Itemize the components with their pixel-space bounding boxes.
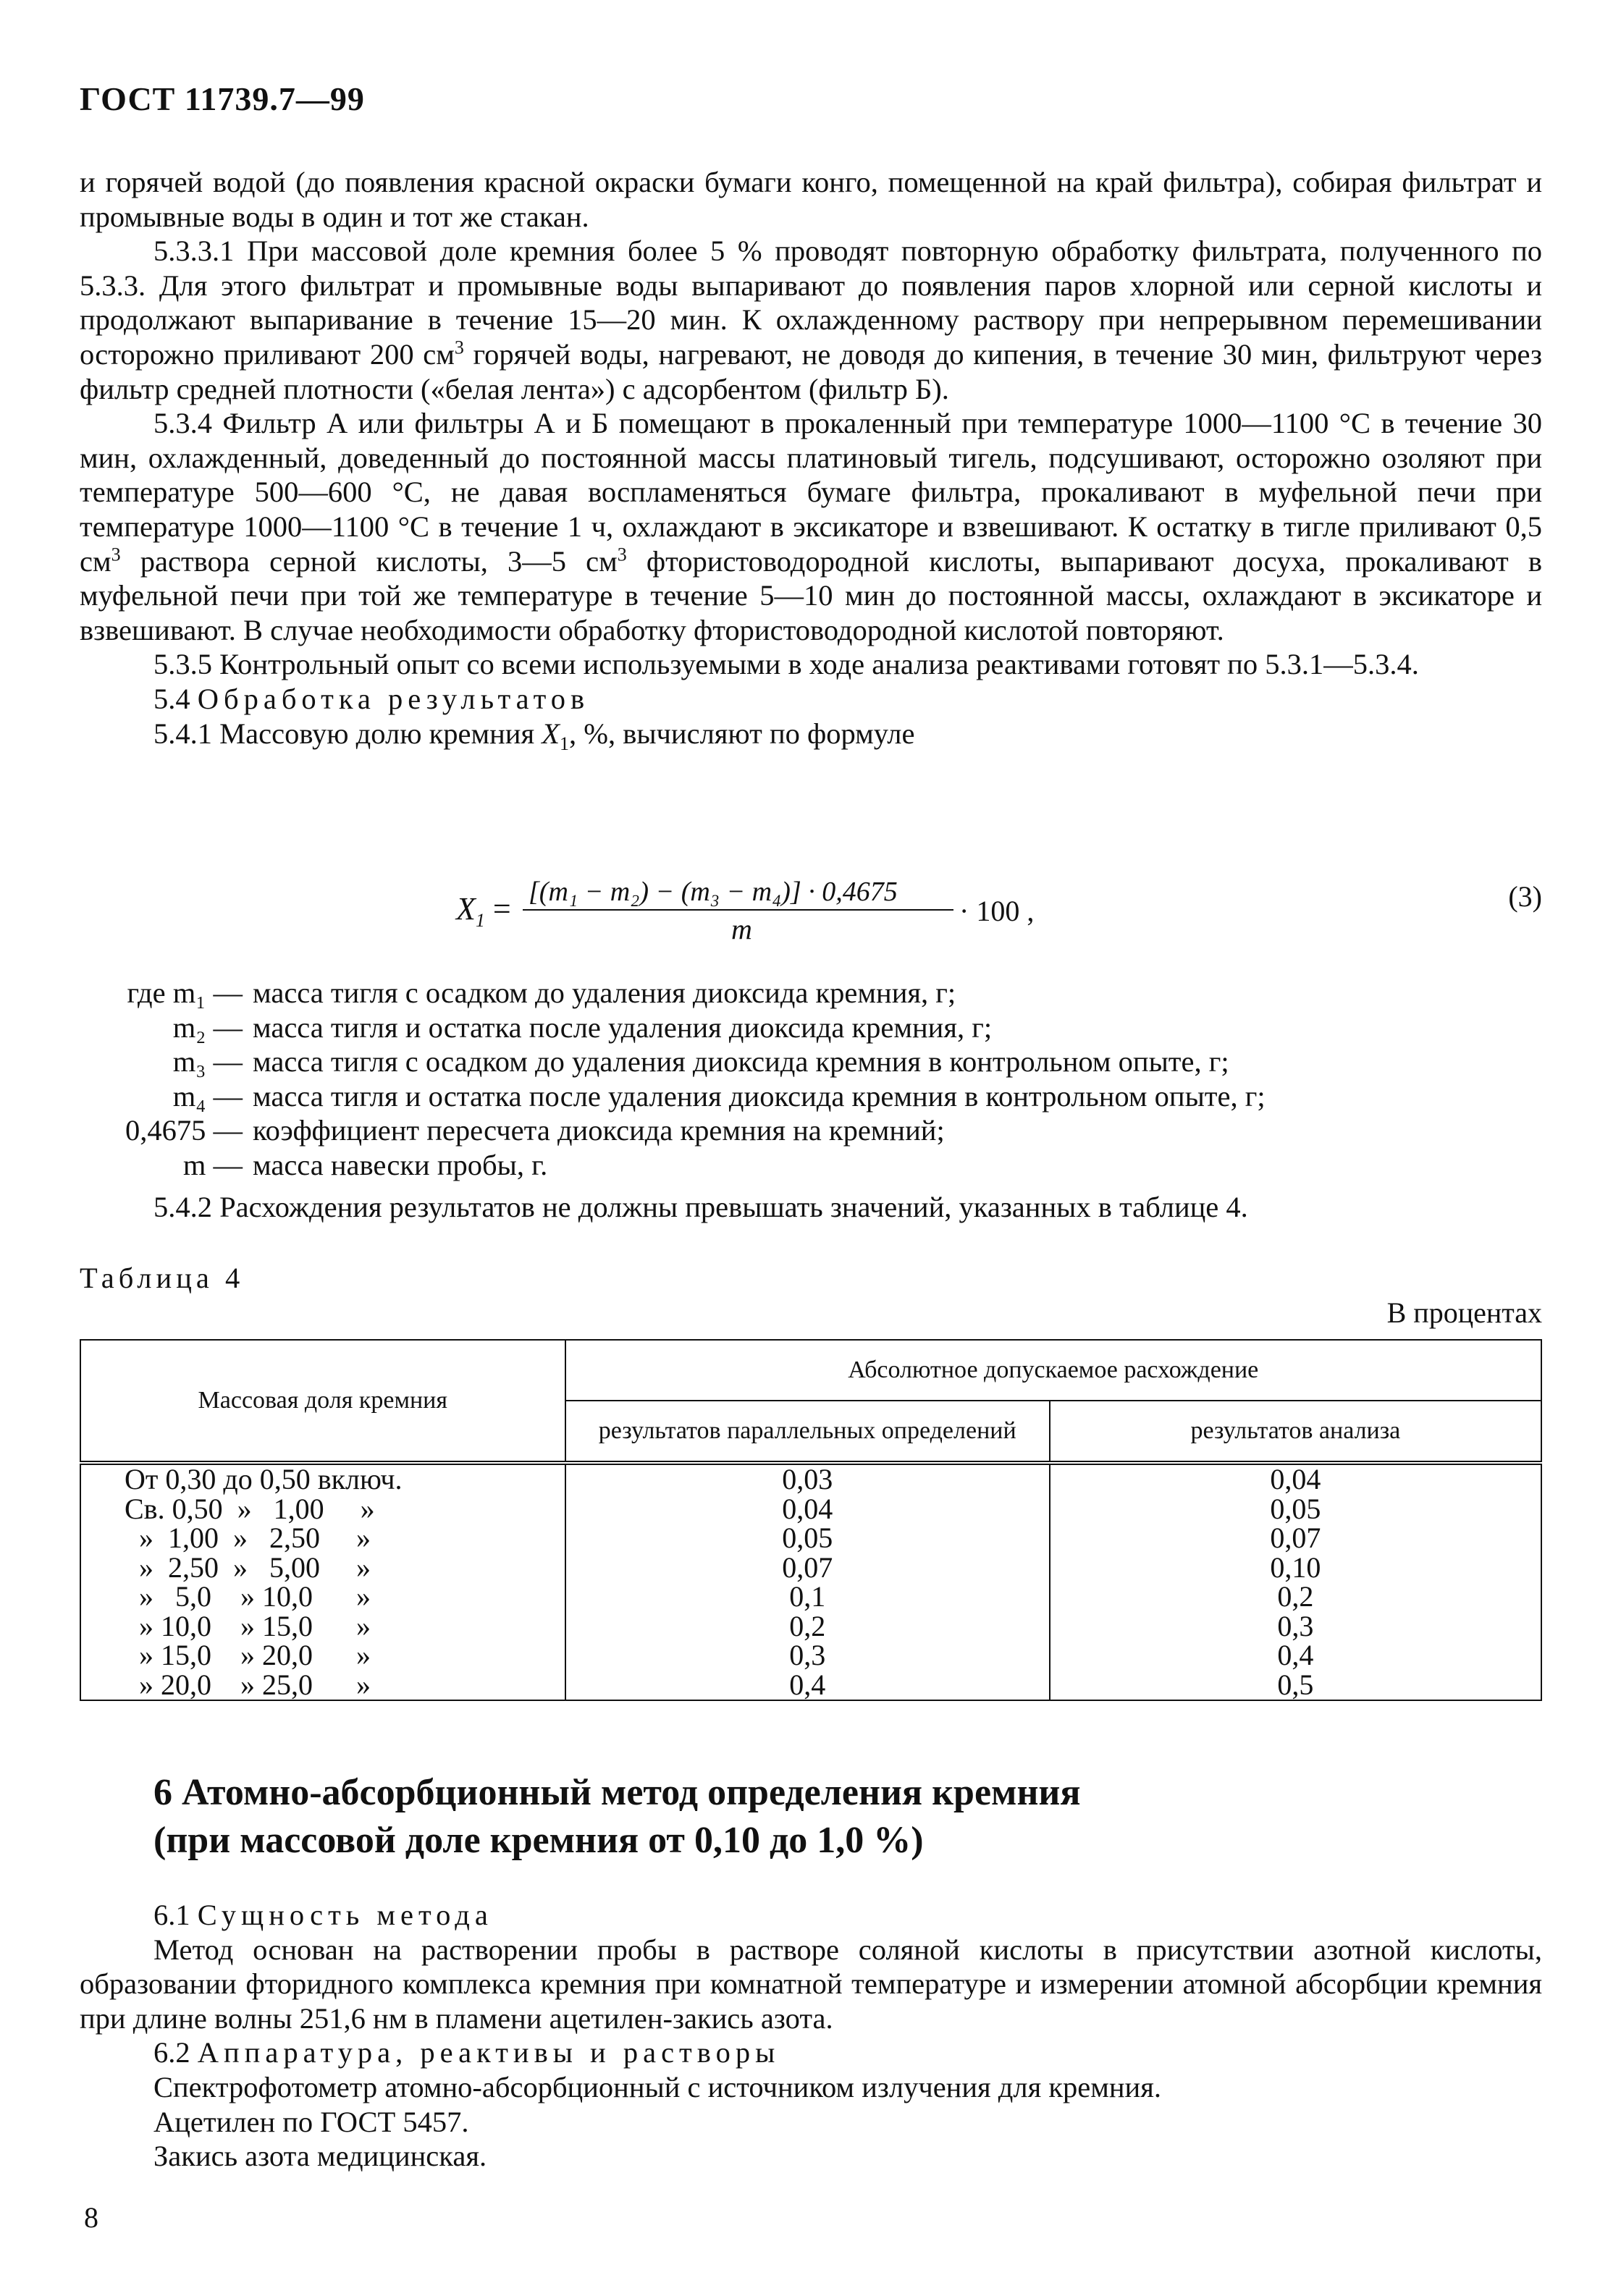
column-header-silicon-fraction: Массовая доля кремния [80, 1340, 565, 1463]
formula-denominator: m [731, 913, 752, 945]
table-row: » 5,0 » 10,0 » 0,1 0,2 [80, 1582, 1541, 1612]
definition-row: 0,4675 — коэффициент пересчета диоксида кремния на кремний; [125, 1114, 945, 1147]
heading-5-4: 5.4 Обработка результатов [153, 682, 590, 715]
paragraph-5-3-4: 5.3.4 Фильтр А или фильтры А и Б помещают в прокаленный при температуре 1000—1100 °С в течение 30 мин, охлажденный, доведенный до постоянной массы платиновый тигель, подсушивают, осторожно озоляют при температуре 500—600 °С, не давая воспламеняться бумаге фильтра, прокаливают в муфельной печи при температуре 1000—1100 °С в течение 1 ч, охлаждают в эксикаторе и взвешивают. К остатку в тигле приливают 0,5 $см^3$ раствора серной кислоты, 3—5 $см^3$ фтористоводородной кислоты, выпаривают досуха, прокаливают в муфельной печи при той же температуре в течение 5—10 мин до постоянной массы, охлаждают в эксикаторе и взвешивают. В случае необходимости обработку фтористоводородной кислотой повторяют. [80, 407, 1542, 646]
table-4 [80, 1339, 1542, 1701]
table-row: » 1,00 » 2,50 » 0,05 0,07 [80, 1524, 1541, 1553]
page-number: 8 [84, 2201, 98, 2234]
heading-6-1: 6.1 Сущность метода [153, 1899, 493, 1931]
page-header: ГОСТ 11739.7—99 [80, 80, 365, 117]
table-row: Св. 0,50 » 1,00 » 0,04 0,05 [80, 1495, 1541, 1524]
formula-lhs: $X_1$ = [456, 891, 511, 931]
table-row: » 2,50 » 5,00 » 0,07 0,10 [80, 1553, 1541, 1583]
group-header-tolerance: Абсолютное допускаемое расхождение [565, 1340, 1541, 1401]
column-header-analysis: результатов анализа [1050, 1401, 1541, 1463]
paragraph-6-1: Метод основан на растворении пробы в растворе соляной кислоты в присутствии азотной кислоты, образовании фторидного комплекса кремния при комнатной температуре и измерении атомной абсорбции кремния при длине волны 251,6 нм в пламени ацетилен-закись азота. [80, 1933, 1542, 2035]
intro-paragraph: и горячей водой (до появления красной окраски бумаги конго, помещенной на край фильтра), собирая фильтрат и промывные воды в один и тот же стакан. [80, 166, 1542, 233]
paragraph-5-4-2: 5.4.2 Расхождения результатов не должны превышать значений, указанных в таблице 4. [153, 1191, 1248, 1223]
body-text-section-6 [80, 1898, 1542, 2174]
table-unit: В процентах [1386, 1296, 1542, 1329]
column-header-parallel: результатов параллельных определений [565, 1401, 1050, 1463]
paragraph-5-3-3-1: 5.3.3.1 При массовой доле кремния более 5 % проводят повторную обработку фильтрата, полученного по 5.3.3. Для этого фильтрат и промывные воды выпаривают до появления паров хлорной или серной кислоты и продолжают выпаривание в течение 15—20 мин. К охлажденному раствору при непрерывном перемешивании осторожно приливают 200 $см^3$ горячей воды, нагревают, не доводя до кипения, в течение 30 мин, фильтруют через фильтр средней плотности («белая лента») с адсорбентом (фильтр Б). [80, 235, 1542, 405]
definition-row: m — масса навески пробы, г. [182, 1148, 548, 1181]
formula-multiplier: · 100 , [959, 895, 1035, 927]
definition-row: m₄ — масса тигля и остатка после удаления диоксида кремния в контрольном опыте, г; [172, 1079, 1266, 1113]
fraction-bar [523, 909, 953, 911]
equation-number: (3) [1508, 880, 1542, 913]
list-item: Спектрофотометр атомно-абсорбционный с источником излучения для кремния. [153, 2070, 1161, 2103]
table-caption: Таблица 4 [80, 1262, 245, 1294]
formula-definitions [80, 976, 1542, 1183]
table-row: » 15,0 » 20,0 » 0,3 0,4 [80, 1641, 1541, 1671]
paragraph-5-4-1: 5.4.1 Массовую долю кремния $X_1$, %, вычисляют по формуле [153, 717, 915, 754]
definition-row: где m₁ — масса тигля с осадком до удаления диоксида кремния, г; [127, 976, 956, 1009]
paragraph-5-3-5: 5.3.5 Контрольный опыт со всеми используемыми в ходе анализа реактивами готовят по 5.3.1—5.3.4. [153, 648, 1419, 681]
definition-row: m₂ — масса тигля и остатка после удаления диоксида кремния, г; [172, 1010, 993, 1044]
list-item: Закись азота медицинская. [153, 2140, 487, 2173]
heading-6-2: 6.2 Аппаратура, реактивы и растворы [153, 2036, 780, 2069]
list-item: Ацетилен по ГОСТ 5457. [153, 2105, 469, 2138]
definition-row: m₃ — масса тигля с осадком до удаления диоксида кремния в контрольном опыте, г; [172, 1045, 1229, 1079]
table-row: » 10,0 » 15,0 » 0,2 0,3 [80, 1612, 1541, 1642]
table-row: От 0,30 до 0,50 включ. 0,03 0,04 [80, 1463, 1541, 1495]
body-text-top [80, 165, 1542, 754]
section-6-title: 6 Атомно-абсорбционный метод определения кремния (при массовой доле кремния от 0,10 до 1,0 %) [153, 1772, 1081, 1861]
table-row: » 20,0 » 25,0 » 0,4 0,5 [80, 1671, 1541, 1701]
formula-numerator: [(m₁ − m₂) − (m₃ − m₄)] · 0,4675 [529, 877, 898, 907]
formula-3 [80, 876, 1542, 945]
